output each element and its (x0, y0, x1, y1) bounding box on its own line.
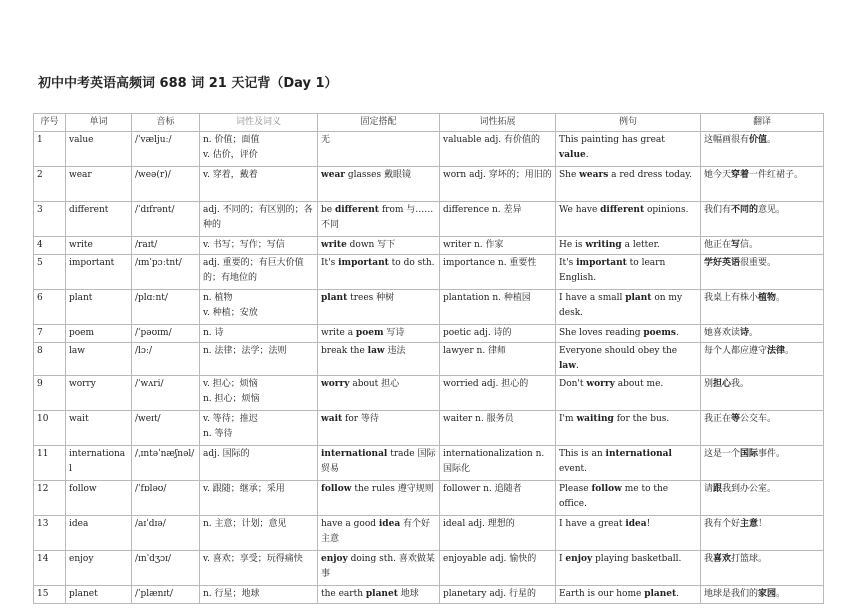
row-translation (701, 132, 824, 167)
row-collocation (318, 516, 440, 551)
row-word: planet (66, 586, 132, 604)
header-word: 单词 (66, 114, 132, 132)
row-word: international (66, 446, 132, 481)
row-example-text: I (559, 554, 566, 564)
row-word-extension: difference n. 差异 (440, 202, 556, 237)
row-phonetic: /aɪˈdɪə/ (132, 516, 200, 551)
row-number: 5 (34, 255, 66, 290)
row-example-highlight: law (559, 361, 576, 371)
row-translation-highlight: 价值 (749, 135, 768, 145)
row-collocation-text: 违法 (384, 346, 406, 356)
row-collocation (318, 343, 440, 376)
row-collocation-text: from 与……不同 (321, 205, 434, 230)
row-word: wait (66, 411, 132, 446)
row-word-extension: enjoyable adj. 愉快的 (440, 551, 556, 586)
row-part-of-speech-line: v. 种植；安放 (203, 308, 258, 318)
row-part-of-speech (200, 202, 318, 237)
row-collocation-text: about 担心 (349, 379, 400, 389)
row-collocation (318, 551, 440, 586)
row-part-of-speech (200, 237, 318, 255)
row-collocation-text: to do sth. (388, 258, 435, 268)
row-translation-highlight: 法律 (767, 346, 786, 356)
row-example-text: She loves reading (559, 328, 644, 338)
row-example-text: me to the office. (559, 484, 669, 509)
row-collocation-highlight: write (321, 240, 347, 250)
row-translation (701, 411, 824, 446)
row-phonetic: /ɪmˈpɔːtnt/ (132, 255, 200, 290)
row-part-of-speech-line: n. 诗 (203, 328, 224, 338)
row-translation-text: 每个人都应遵守 (704, 346, 768, 356)
row-part-of-speech-line: v. 跟随；继承；采用 (203, 484, 285, 494)
row-translation-text: 一件红裙子。 (749, 170, 804, 180)
row-translation (701, 586, 824, 604)
row-phonetic: /weə(r)/ (132, 167, 200, 202)
table-row (34, 167, 824, 202)
row-example-text: . (585, 150, 589, 160)
table-row (34, 343, 824, 376)
row-part-of-speech (200, 290, 318, 325)
row-collocation-highlight: important (338, 258, 389, 268)
row-number: 14 (34, 551, 66, 586)
row-example-text: Everyone should obey the (559, 346, 678, 356)
row-translation (701, 290, 824, 325)
row-word-extension: importance n. 重要性 (440, 255, 556, 290)
table-header-row (34, 114, 824, 132)
row-example-text: playing basketball. (592, 554, 682, 564)
table-row (34, 376, 824, 411)
row-word-extension: follower n. 追随者 (440, 481, 556, 516)
row-number: 15 (34, 586, 66, 604)
row-example-highlight: follow (591, 484, 622, 494)
row-translation-text: 我们有 (704, 205, 732, 215)
row-collocation (318, 237, 440, 255)
row-example (556, 343, 701, 376)
row-word: worry (66, 376, 132, 411)
row-translation-text: 我 (704, 554, 714, 564)
row-collocation (318, 325, 440, 343)
row-part-of-speech-line: n. 行星；地球 (203, 589, 260, 599)
row-phonetic: /ˌɪntəˈnæʃnəl/ (132, 446, 200, 481)
row-translation-text: 我。 (731, 379, 750, 389)
row-phonetic: /ˈpəʊɪm/ (132, 325, 200, 343)
row-number: 9 (34, 376, 66, 411)
row-number: 4 (34, 237, 66, 255)
row-part-of-speech-line: v. 估价，评价 (203, 150, 258, 160)
row-translation-text: 。 (749, 328, 759, 338)
row-example-highlight: different (600, 205, 645, 215)
row-example (556, 586, 701, 604)
row-word-extension: poetic adj. 诗的 (440, 325, 556, 343)
row-part-of-speech (200, 446, 318, 481)
row-collocation-text: 写诗 (383, 328, 405, 338)
row-collocation-text: have a good (321, 519, 379, 529)
row-example (556, 325, 701, 343)
row-collocation-text: glasses 戴眼镜 (345, 170, 411, 180)
row-collocation (318, 255, 440, 290)
row-collocation-text: trade 国际贸易 (321, 449, 436, 474)
row-translation-text: 。 (776, 589, 786, 599)
row-part-of-speech (200, 343, 318, 376)
row-translation-highlight: 主意 (740, 519, 759, 529)
row-translation-text: 她今天 (704, 170, 732, 180)
row-word: poem (66, 325, 132, 343)
row-example (556, 411, 701, 446)
row-example-highlight: idea (625, 519, 647, 529)
row-example-text: I have a small (559, 293, 626, 303)
row-example-highlight: enjoy (565, 554, 593, 564)
row-part-of-speech-line: adj. 重要的；有巨大价值的；有地位的 (203, 258, 304, 283)
row-example-text: for the bus. (613, 414, 670, 424)
row-translation-text: 地球是我们的 (704, 589, 759, 599)
row-word: value (66, 132, 132, 167)
row-number: 3 (34, 202, 66, 237)
row-part-of-speech-line: v. 喜欢；享受；玩得痛快 (203, 554, 303, 564)
table-row (34, 132, 824, 167)
row-part-of-speech-line: adj. 不同的；有区别的；各种的 (203, 205, 313, 230)
row-translation-highlight: 跟 (713, 484, 723, 494)
header-part-of-speech: 词性及词义 (200, 114, 318, 132)
row-example-text: a letter. (621, 240, 660, 250)
row-word: follow (66, 481, 132, 516)
row-example (556, 516, 701, 551)
row-translation-text: 她喜欢读 (704, 328, 741, 338)
row-word-extension: waiter n. 服务员 (440, 411, 556, 446)
table-row (34, 202, 824, 237)
row-collocation-highlight: follow (321, 484, 352, 494)
row-translation (701, 325, 824, 343)
row-word-extension: lawyer n. 律师 (440, 343, 556, 376)
row-collocation-text: break the (321, 346, 368, 356)
header-number: 序号 (34, 114, 66, 132)
row-part-of-speech (200, 481, 318, 516)
row-number: 6 (34, 290, 66, 325)
table-body (34, 132, 824, 604)
row-translation-text: 我有个好 (704, 519, 741, 529)
row-example-text: on my desk. (559, 293, 683, 318)
row-example-text: I have a great (559, 519, 626, 529)
row-translation (701, 343, 824, 376)
row-example-highlight: wears (579, 170, 609, 180)
row-collocation-text: be (321, 205, 335, 215)
row-translation-text: 这幅画很有 (704, 135, 750, 145)
row-collocation-text: 有个好主意 (321, 519, 431, 544)
row-example (556, 481, 701, 516)
row-example-text: about me. (614, 379, 664, 389)
row-part-of-speech-line: v. 担心；烦恼 (203, 379, 258, 389)
row-number: 8 (34, 343, 66, 376)
row-example-text: Earth is our home (559, 589, 645, 599)
row-collocation-text: for 等待 (342, 414, 379, 424)
row-phonetic: /weɪt/ (132, 411, 200, 446)
row-translation-text: 我桌上有株小 (704, 293, 759, 303)
row-collocation (318, 202, 440, 237)
row-phonetic: /ˈwʌri/ (132, 376, 200, 411)
row-example-text: We have (559, 205, 601, 215)
row-example-highlight: plant (625, 293, 652, 303)
table-row (34, 516, 824, 551)
row-word: important (66, 255, 132, 290)
row-collocation-highlight: plant (321, 293, 348, 303)
table-row (34, 551, 824, 586)
row-part-of-speech-line: v. 等待；推迟 (203, 414, 258, 424)
row-translation-text: 很重要。 (740, 258, 777, 268)
row-part-of-speech-line: n. 法律；法学；法则 (203, 346, 287, 356)
row-collocation (318, 481, 440, 516)
row-phonetic: /plɑːnt/ (132, 290, 200, 325)
row-translation (701, 376, 824, 411)
row-part-of-speech (200, 376, 318, 411)
row-part-of-speech (200, 586, 318, 604)
row-collocation-highlight: international (321, 449, 388, 459)
row-word-extension: plantation n. 种植园 (440, 290, 556, 325)
row-word: write (66, 237, 132, 255)
row-translation-highlight: 学好英语 (704, 258, 741, 268)
table-row (34, 237, 824, 255)
row-part-of-speech (200, 255, 318, 290)
row-phonetic: /ˈdɪfrənt/ (132, 202, 200, 237)
row-translation-highlight: 国际 (740, 449, 759, 459)
row-example (556, 202, 701, 237)
row-number: 10 (34, 411, 66, 446)
row-translation (701, 255, 824, 290)
row-translation (701, 237, 824, 255)
row-example (556, 376, 701, 411)
row-example-highlight: waiting (576, 414, 614, 424)
row-example-text: He is (559, 240, 586, 250)
row-collocation-highlight: law (367, 346, 385, 356)
row-example-highlight: worry (586, 379, 615, 389)
row-translation-highlight: 诗 (740, 328, 750, 338)
row-part-of-speech-line: n. 价值；面值 (203, 135, 260, 145)
row-word-extension: valuable adj. 有价值的 (440, 132, 556, 167)
row-example-highlight: international (605, 449, 672, 459)
row-collocation-highlight: idea (378, 519, 401, 529)
row-collocation-text: the rules 遵守规则 (351, 484, 434, 494)
table-row (34, 446, 824, 481)
row-collocation (318, 446, 440, 481)
row-part-of-speech (200, 325, 318, 343)
row-collocation-highlight: poem (355, 328, 384, 338)
row-example-text: ! (646, 519, 651, 529)
row-part-of-speech (200, 167, 318, 202)
row-example (556, 255, 701, 290)
row-example-text: . (576, 361, 579, 371)
row-part-of-speech-line: n. 植物 (203, 293, 233, 303)
table-row (34, 325, 824, 343)
table-row (34, 586, 824, 604)
row-part-of-speech-line: n. 等待 (203, 429, 233, 439)
row-translation-text: 。 (776, 293, 786, 303)
row-part-of-speech-line: v. 书写；写作；写信 (203, 240, 285, 250)
row-example-text: I'm (559, 414, 577, 424)
row-example-text: a red dress today. (608, 170, 693, 180)
row-example-text: to learn English. (559, 258, 666, 283)
row-part-of-speech (200, 516, 318, 551)
row-translation-highlight: 等 (731, 414, 741, 424)
row-translation-text: 他正在 (704, 240, 732, 250)
row-example-text: This is an (559, 449, 606, 459)
row-collocation (318, 376, 440, 411)
row-collocation-highlight: wear (321, 170, 346, 180)
row-translation (701, 167, 824, 202)
table-row (34, 481, 824, 516)
row-number: 11 (34, 446, 66, 481)
row-example (556, 290, 701, 325)
row-translation-text: 我正在 (704, 414, 732, 424)
row-word: law (66, 343, 132, 376)
row-example-text: She (559, 170, 580, 180)
row-translation-text: 请 (704, 484, 714, 494)
row-word-extension: planetary adj. 行星的 (440, 586, 556, 604)
row-translation-highlight: 不同的 (731, 205, 759, 215)
row-translation (701, 551, 824, 586)
row-collocation-text: doing sth. 喜欢做某事 (321, 554, 435, 579)
row-word: idea (66, 516, 132, 551)
table-row (34, 411, 824, 446)
row-example-text: event. (559, 464, 588, 474)
row-word-extension: worn adj. 穿坏的；用旧的 (440, 167, 556, 202)
header-example: 例句 (556, 114, 701, 132)
row-example-highlight: value (559, 150, 586, 160)
row-collocation-text: down 写下 (346, 240, 396, 250)
row-word: plant (66, 290, 132, 325)
row-translation-highlight: 喜欢 (713, 554, 732, 564)
row-part-of-speech-line: adj. 国际的 (203, 449, 250, 459)
row-translation-text: 我到办公室。 (722, 484, 777, 494)
row-number: 7 (34, 325, 66, 343)
row-collocation-highlight: enjoy (321, 554, 348, 564)
row-phonetic: /ɪnˈdʒɔɪ/ (132, 551, 200, 586)
row-word: enjoy (66, 551, 132, 586)
row-phonetic: /ˈvæljuː/ (132, 132, 200, 167)
row-collocation (318, 167, 440, 202)
row-number: 13 (34, 516, 66, 551)
row-example-text: It's (559, 258, 577, 268)
row-collocation-text: write a (321, 328, 356, 338)
row-example-text: This painting has great (559, 135, 665, 145)
row-translation (701, 446, 824, 481)
row-translation-highlight: 担心 (713, 379, 732, 389)
row-example-highlight: poems (643, 328, 677, 338)
header-word-extension: 词性拓展 (440, 114, 556, 132)
row-collocation-highlight: different (334, 205, 379, 215)
header-translation: 翻译 (701, 114, 824, 132)
row-example-text: . (676, 589, 680, 599)
row-example (556, 132, 701, 167)
row-word: wear (66, 167, 132, 202)
table-row (34, 255, 824, 290)
row-translation-text: 信。 (740, 240, 759, 250)
header-collocation: 固定搭配 (318, 114, 440, 132)
row-part-of-speech (200, 551, 318, 586)
row-example (556, 167, 701, 202)
document-title: 初中中考英语高频词 688 词 21 天记背（Day 1） (38, 76, 338, 91)
row-collocation-text: trees 种树 (347, 293, 395, 303)
row-translation-text: 打篮球。 (731, 554, 768, 564)
row-translation-highlight: 写 (731, 240, 741, 250)
row-example-highlight: important (576, 258, 627, 268)
row-word-extension: internationalization n. 国际化 (440, 446, 556, 481)
row-collocation-highlight: wait (321, 414, 343, 424)
row-collocation (318, 586, 440, 604)
row-collocation-text: 地球 (397, 589, 419, 599)
row-collocation-highlight: worry (321, 379, 350, 389)
row-collocation-text: 无 (321, 135, 331, 145)
row-example (556, 237, 701, 255)
row-example-text: . (676, 328, 679, 338)
row-word: different (66, 202, 132, 237)
row-collocation-text: the earth (321, 589, 366, 599)
row-translation-text: 别 (704, 379, 714, 389)
row-phonetic: /lɔː/ (132, 343, 200, 376)
row-part-of-speech-line: n. 担心；烦恼 (203, 394, 260, 404)
row-part-of-speech-line: n. 主意；计划；意见 (203, 519, 287, 529)
row-translation (701, 516, 824, 551)
row-example-highlight: writing (585, 240, 622, 250)
row-translation-text: 公交车。 (740, 414, 777, 424)
row-translation-text: 。 (767, 135, 777, 145)
row-number: 2 (34, 167, 66, 202)
row-example (556, 551, 701, 586)
row-collocation (318, 290, 440, 325)
table-row (34, 290, 824, 325)
row-translation-text: 事件。 (758, 449, 786, 459)
vocabulary-table (33, 113, 824, 604)
row-collocation-text: It's (321, 258, 339, 268)
row-collocation (318, 132, 440, 167)
row-example-text: opinions. (644, 205, 689, 215)
row-example (556, 446, 701, 481)
row-part-of-speech (200, 411, 318, 446)
row-translation-text: ！ (758, 519, 768, 529)
row-translation-highlight: 穿着 (731, 170, 750, 180)
row-word-extension: ideal adj. 理想的 (440, 516, 556, 551)
row-translation-text: 意见。 (758, 205, 786, 215)
row-phonetic: /ˈplænɪt/ (132, 586, 200, 604)
row-part-of-speech-line: v. 穿着，戴着 (203, 170, 258, 180)
row-translation-text: 。 (785, 346, 795, 356)
row-example-text: Please (559, 484, 592, 494)
row-example-text: Don't (559, 379, 587, 389)
row-number: 12 (34, 481, 66, 516)
row-translation-text: 这是一个 (704, 449, 741, 459)
row-word-extension: writer n. 作家 (440, 237, 556, 255)
header-phonetic: 音标 (132, 114, 200, 132)
row-translation-highlight: 植物 (758, 293, 777, 303)
row-example-highlight: planet (644, 589, 677, 599)
row-collocation-highlight: planet (365, 589, 398, 599)
row-translation (701, 202, 824, 237)
row-part-of-speech (200, 132, 318, 167)
row-translation (701, 481, 824, 516)
row-phonetic: /ˈfɒləʊ/ (132, 481, 200, 516)
row-collocation (318, 411, 440, 446)
row-translation-highlight: 家园 (758, 589, 777, 599)
row-word-extension: worried adj. 担心的 (440, 376, 556, 411)
row-number: 1 (34, 132, 66, 167)
row-phonetic: /raɪt/ (132, 237, 200, 255)
